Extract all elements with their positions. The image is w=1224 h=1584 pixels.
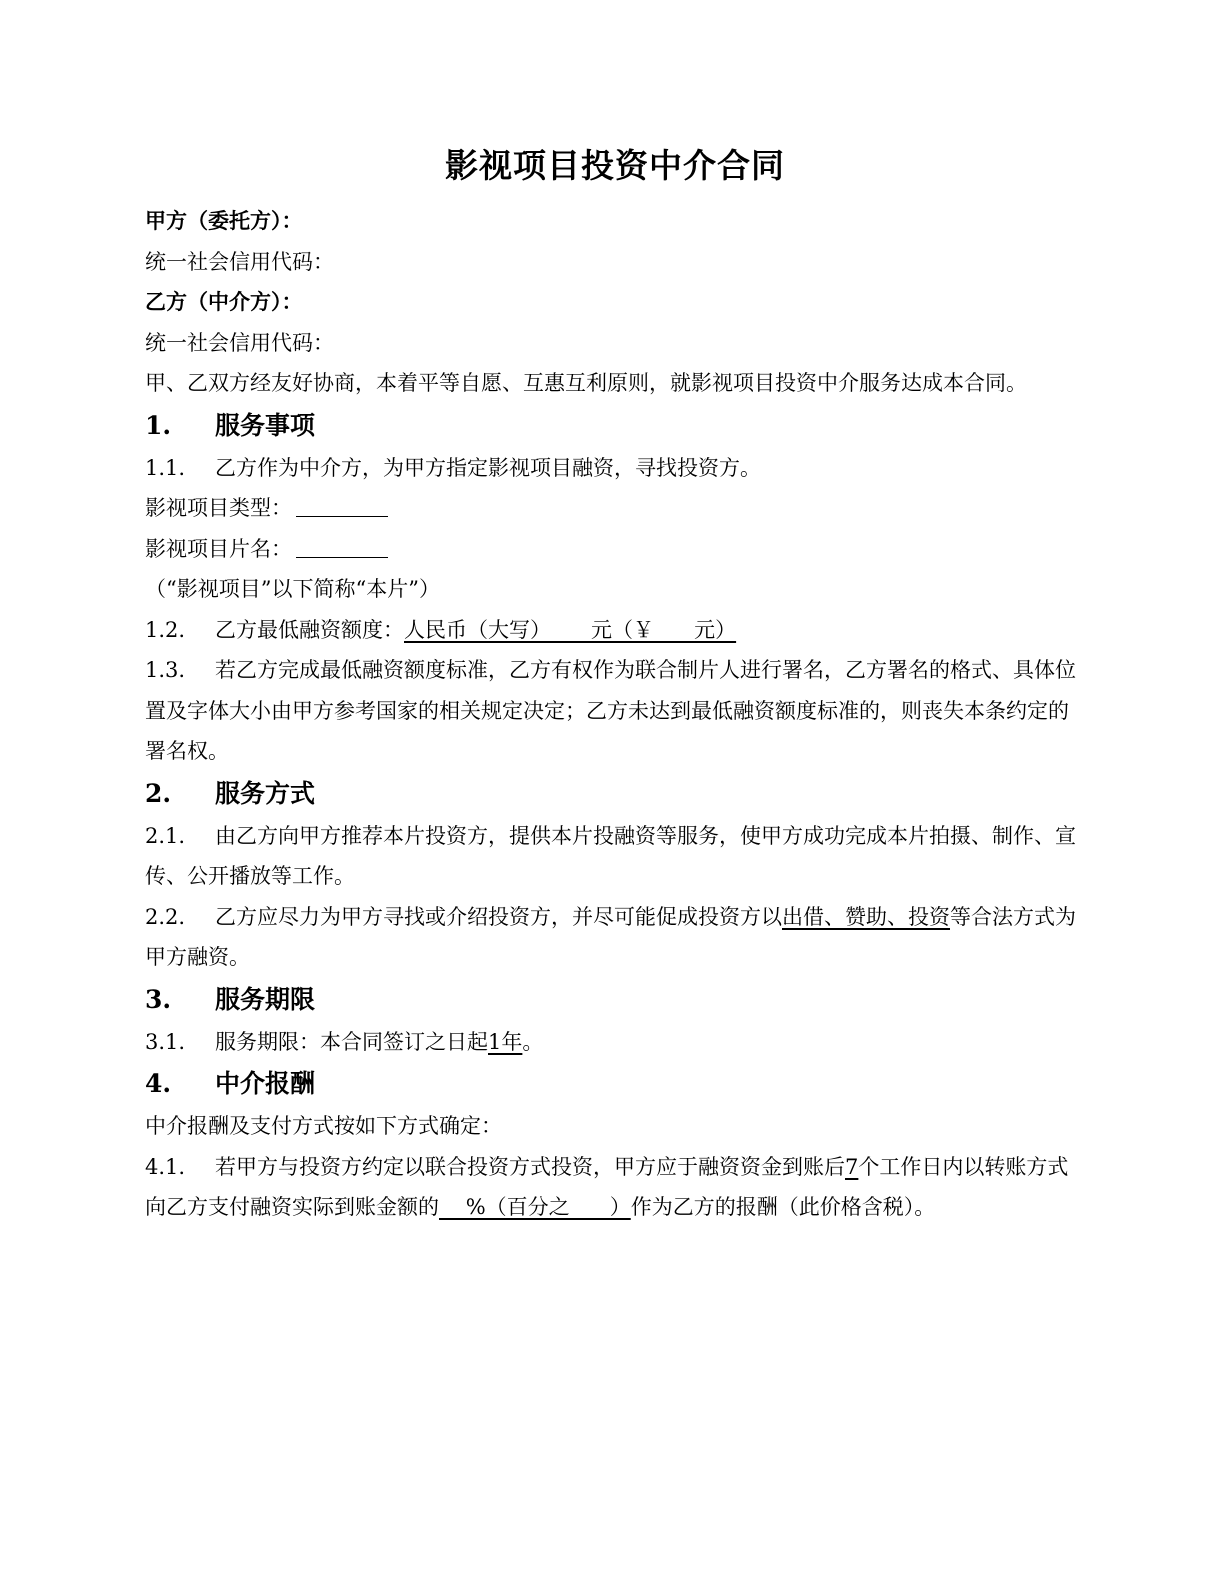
- document-title: 影视项目投资中介合同: [445, 146, 785, 185]
- project-type-label: 影视项目类型：: [145, 496, 292, 520]
- clause-1-2: [145, 610, 1085, 651]
- section-1-number: 1.: [145, 410, 172, 440]
- clause-text-end: 。: [522, 1029, 544, 1054]
- commission-percent-blank[interactable]: %（百分之 ）: [439, 1195, 631, 1219]
- financing-methods: 出借、赞助、投资: [782, 904, 950, 929]
- clause-3-1: [145, 1022, 1085, 1063]
- project-type-blank[interactable]: [296, 494, 388, 517]
- section-3-title: 服务期限: [215, 984, 316, 1014]
- clause-text-end: 作为乙方的报酬（此价格含税）。: [630, 1195, 936, 1219]
- clause-number: 1.1.: [145, 455, 186, 480]
- alias-note: （“影视项目”以下简称“本片”）: [145, 577, 440, 601]
- financing-amount-blank[interactable]: 人民币（大写） 元（￥ 元）: [404, 617, 737, 642]
- section-3-heading: [145, 978, 1085, 1022]
- section-1-heading: [145, 404, 1085, 448]
- clause-text-end: 等合法方式为甲方融资。: [145, 904, 1076, 969]
- clause-2-2: [145, 897, 1085, 978]
- party-b-label: 乙方（中介方）：: [145, 289, 303, 314]
- contract-page: [145, 140, 1085, 1228]
- clause-number: 1.3.: [145, 658, 186, 682]
- section-1-title: 服务事项: [215, 410, 316, 440]
- clause-1-1: [145, 448, 1085, 489]
- clause-text: 若甲方与投资方约定以联合投资方式投资，甲方应于融资资金到账后: [215, 1154, 845, 1179]
- project-name-label: 影视项目片名：: [145, 536, 292, 561]
- section-4-title: 中介报酬: [215, 1069, 316, 1098]
- clause-1-3: [145, 650, 1085, 772]
- project-name-field: [145, 529, 1085, 570]
- party-b-credit-code: 统一社会信用代码：: [145, 330, 334, 355]
- section-2-title: 服务方式: [215, 778, 316, 808]
- intro-paragraph: 甲、乙双方经友好协商，本着平等自愿、互惠互利原则，就影视项目投资中介服务达成本合同。: [145, 371, 1027, 395]
- party-a-label: 甲方（委托方）：: [145, 208, 303, 233]
- clause-number: 2.1.: [145, 823, 186, 848]
- section-4-number: 4.: [145, 1069, 172, 1098]
- section-2-heading: [145, 772, 1085, 816]
- project-name-blank[interactable]: [296, 535, 388, 558]
- clause-text: 乙方应尽力为甲方寻找或介绍投资方，并尽可能促成投资方以: [215, 904, 782, 929]
- clause-number: 1.2.: [145, 617, 186, 642]
- section-4-intro: 中介报酬及支付方式按如下方式确定：: [145, 1114, 502, 1138]
- project-type-field: [145, 488, 1085, 529]
- clause-text: 乙方最低融资额度：: [215, 617, 404, 642]
- clause-text: 若乙方完成最低融资额度标准，乙方有权作为联合制片人进行署名，乙方署名的格式、具体位置及字体大小由甲方参考国家的相关规定决定；乙方未达到最低融资额度标准的，则丧失本条约定的署名权。: [145, 658, 1076, 763]
- clause-number: 4.1.: [145, 1154, 186, 1179]
- clause-number: 2.2.: [145, 904, 186, 929]
- clause-text: 由乙方向甲方推荐本片投资方，提供本片投融资等服务，使甲方成功完成本片拍摄、制作、宣传、公开播放等工作。: [145, 823, 1076, 888]
- clause-text-mid: 个工作日内以转账方式向乙方支付融资实际到账金额的: [145, 1154, 1069, 1219]
- section-3-number: 3.: [145, 984, 172, 1014]
- clause-text: 乙方作为中介方，为甲方指定影视项目融资，寻找投资方。: [215, 455, 761, 480]
- service-term: 1年: [488, 1029, 523, 1054]
- clause-4-1: [145, 1147, 1085, 1228]
- clause-text: 服务期限：本合同签订之日起: [215, 1029, 488, 1054]
- section-2-number: 2.: [145, 778, 172, 808]
- payment-days: 7: [845, 1154, 859, 1179]
- section-4-heading: [145, 1062, 1085, 1106]
- clause-number: 3.1.: [145, 1029, 186, 1054]
- party-a-credit-code: 统一社会信用代码：: [145, 249, 334, 274]
- clause-2-1: [145, 816, 1085, 897]
